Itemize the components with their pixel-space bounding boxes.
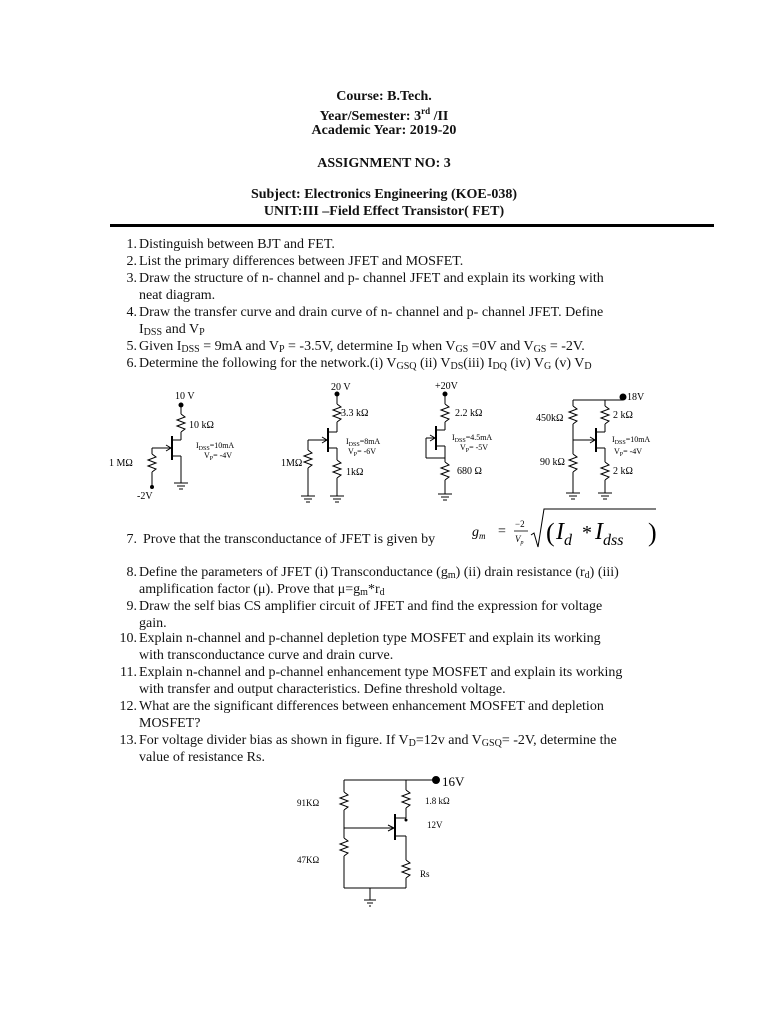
c1-rg-label: 1 MΩ xyxy=(109,458,133,469)
c3-idss-label: $I_{DSS}=4.5mA$ xyxy=(452,433,493,444)
question-number: 8. xyxy=(126,565,137,580)
formula-id: $I_d$ xyxy=(556,519,572,549)
jfet-circuits-figure xyxy=(100,378,680,508)
question-text: For voltage divider bias as shown in figure. If $V_D=12v$ and $V_{GSQ}= -2V$, determine the xyxy=(139,733,617,749)
c4-rd-label: 2 kΩ xyxy=(613,410,633,421)
question-text: Draw the self bias CS amplifier circuit of JFET and find the expression for voltage xyxy=(139,599,603,614)
course-line: Course: B.Tech. xyxy=(336,89,432,104)
question-number: 7. xyxy=(126,532,137,547)
formula-idss: $I_{dss}$ xyxy=(595,519,624,549)
question-number: 12. xyxy=(119,699,137,714)
c3-rd-label: 2.2 kΩ xyxy=(455,408,483,419)
question-text-line2: MOSFET? xyxy=(139,716,201,731)
subject-line: Subject: Electronics Engineering (KOE-038) xyxy=(250,187,518,202)
question-number: 4. xyxy=(126,305,137,320)
circuit-4-voltage-divider xyxy=(536,392,650,499)
subscript: DSS xyxy=(143,327,163,338)
c5-vd-label: 12V xyxy=(427,820,443,830)
assignment-title: ASSIGNMENT NO: 3 xyxy=(317,156,451,171)
c3-vdd-label: +20V xyxy=(435,381,458,392)
c5-r1-label: 91KΩ xyxy=(297,798,320,808)
question-number: 11. xyxy=(120,665,137,680)
c4-vp-label: $V_P= -4V$ xyxy=(614,447,643,458)
formula-open-paren: ( xyxy=(546,518,555,547)
question-text: Define the parameters of JFET (i) Transconductance $(g_m)$ (ii) drain resistance $(r_d)$ (iii) xyxy=(139,565,619,581)
question-text: Draw the structure of n- channel and p- channel JFET and explain its working with xyxy=(139,271,604,286)
question-text: Distinguish between BJT and FET. xyxy=(139,237,335,252)
question-number: 6. xyxy=(126,356,137,371)
question-text: Explain n-channel and p-channel depletion type MOSFET and explain its working xyxy=(139,631,601,646)
question-number: 5. xyxy=(126,339,137,354)
formula-denominator: $V_p$ xyxy=(515,534,524,546)
question-text: What are the significant differences between enhancement MOSFET and depletion xyxy=(139,699,604,714)
question-number: 13. xyxy=(119,733,137,748)
year-semester-sup: rd xyxy=(421,106,431,116)
circuit-3-source-bias xyxy=(426,381,492,500)
header-rule xyxy=(110,224,714,227)
circuit-1-fixed-bias xyxy=(109,391,234,502)
question-number: 3. xyxy=(126,271,137,286)
question-text-line2: value of resistance Rs. xyxy=(139,750,265,765)
c4-vdd-label: 18V xyxy=(627,392,645,403)
text-fragment: and V xyxy=(162,322,200,337)
circuit-2-self-bias xyxy=(281,382,380,502)
question-text: Given $I_{DSS} = 9mA$ and $V_P = -3.5V$, determine $I_D$ when $V_{GS} =0V$ and $V_{GS} = -2V$. xyxy=(139,339,585,355)
c2-vdd-label: 20 V xyxy=(331,382,351,393)
c5-r2-label: 47KΩ xyxy=(297,855,320,865)
question-text-line2: neat diagram. xyxy=(139,288,216,303)
subscript: P xyxy=(199,327,205,338)
question-number: 9. xyxy=(126,599,137,614)
c4-idss-label: $I_{DSS}=10mA$ xyxy=(612,435,651,446)
transconductance-formula xyxy=(470,505,670,553)
c2-vp-label: $V_P= -6V$ xyxy=(348,447,377,458)
formula-numerator: −2 xyxy=(515,519,525,529)
c5-rs-label: Rs xyxy=(420,869,430,879)
question-text-line2: with transfer and output characteristics. Define threshold voltage. xyxy=(139,682,506,697)
unit-line: UNIT:III –Field Effect Transistor( FET) xyxy=(263,204,505,219)
symbol-i: I xyxy=(139,322,144,337)
c3-rs-label: 680 Ω xyxy=(457,466,482,477)
c2-rd-label: 3.3 kΩ xyxy=(341,408,369,419)
formula-star: * xyxy=(582,522,592,544)
c1-idss-label: $I_{DSS}=10mA$ xyxy=(196,441,235,452)
c5-rd-label: 1.8 kΩ xyxy=(425,796,450,806)
question-text-line2: amplification factor (μ). Prove that $\mu=g_m*r_d$ xyxy=(139,582,385,598)
c1-vdd-label: 10 V xyxy=(175,391,195,402)
c2-rg-label: 1MΩ xyxy=(281,458,303,469)
academic-year-line: Academic Year: 2019-20 xyxy=(311,123,457,138)
question-text-line2: gain. xyxy=(139,616,167,631)
c5-vdd-label: 16V xyxy=(442,774,465,789)
voltage-divider-bias-figure xyxy=(290,770,490,915)
formula-equals: = xyxy=(498,524,506,539)
c1-vp-label: $V_P= -4V$ xyxy=(204,451,233,462)
c1-rd-label: 10 kΩ xyxy=(189,420,214,431)
question-number: 1. xyxy=(126,237,137,252)
formula-close-paren: ) xyxy=(648,518,657,547)
c4-r2-label: 90 kΩ xyxy=(540,457,565,468)
c3-vp-label: $V_P= -5V$ xyxy=(460,443,489,454)
year-semester-pre: Year/Semester: 3 xyxy=(319,109,422,124)
question-text: Prove that the transconductance of JFET is given by xyxy=(143,532,436,547)
c2-rs-label: 1kΩ xyxy=(346,467,364,478)
question-text: Explain n-channel and p-channel enhancement type MOSFET and explain its working xyxy=(139,665,623,680)
formula-gm: $g_m$ xyxy=(472,525,486,541)
c2-idss-label: $I_{DSS}=8mA$ xyxy=(346,437,381,448)
c4-r1-label: 450kΩ xyxy=(536,413,564,424)
question-number: 10. xyxy=(119,631,137,646)
question-text: Draw the transfer curve and drain curve of n- channel and p- channel JFET. Define xyxy=(139,305,604,320)
year-semester-post: /II xyxy=(430,109,449,124)
question-text-line2: with transconductance curve and drain curve. xyxy=(139,648,394,663)
c1-vgg-label: -2V xyxy=(137,491,153,502)
question-text: Determine the following for the network.(i) $V_{GSQ}$ (ii) $V_{DS}(iii)$ $I_{DQ}$ (iv) $V_G$ (v) $V_D$ xyxy=(139,356,592,372)
question-number: 2. xyxy=(126,254,137,269)
c4-rs-label: 2 kΩ xyxy=(613,466,633,477)
question-text: List the primary differences between JFET and MOSFET. xyxy=(139,254,464,269)
